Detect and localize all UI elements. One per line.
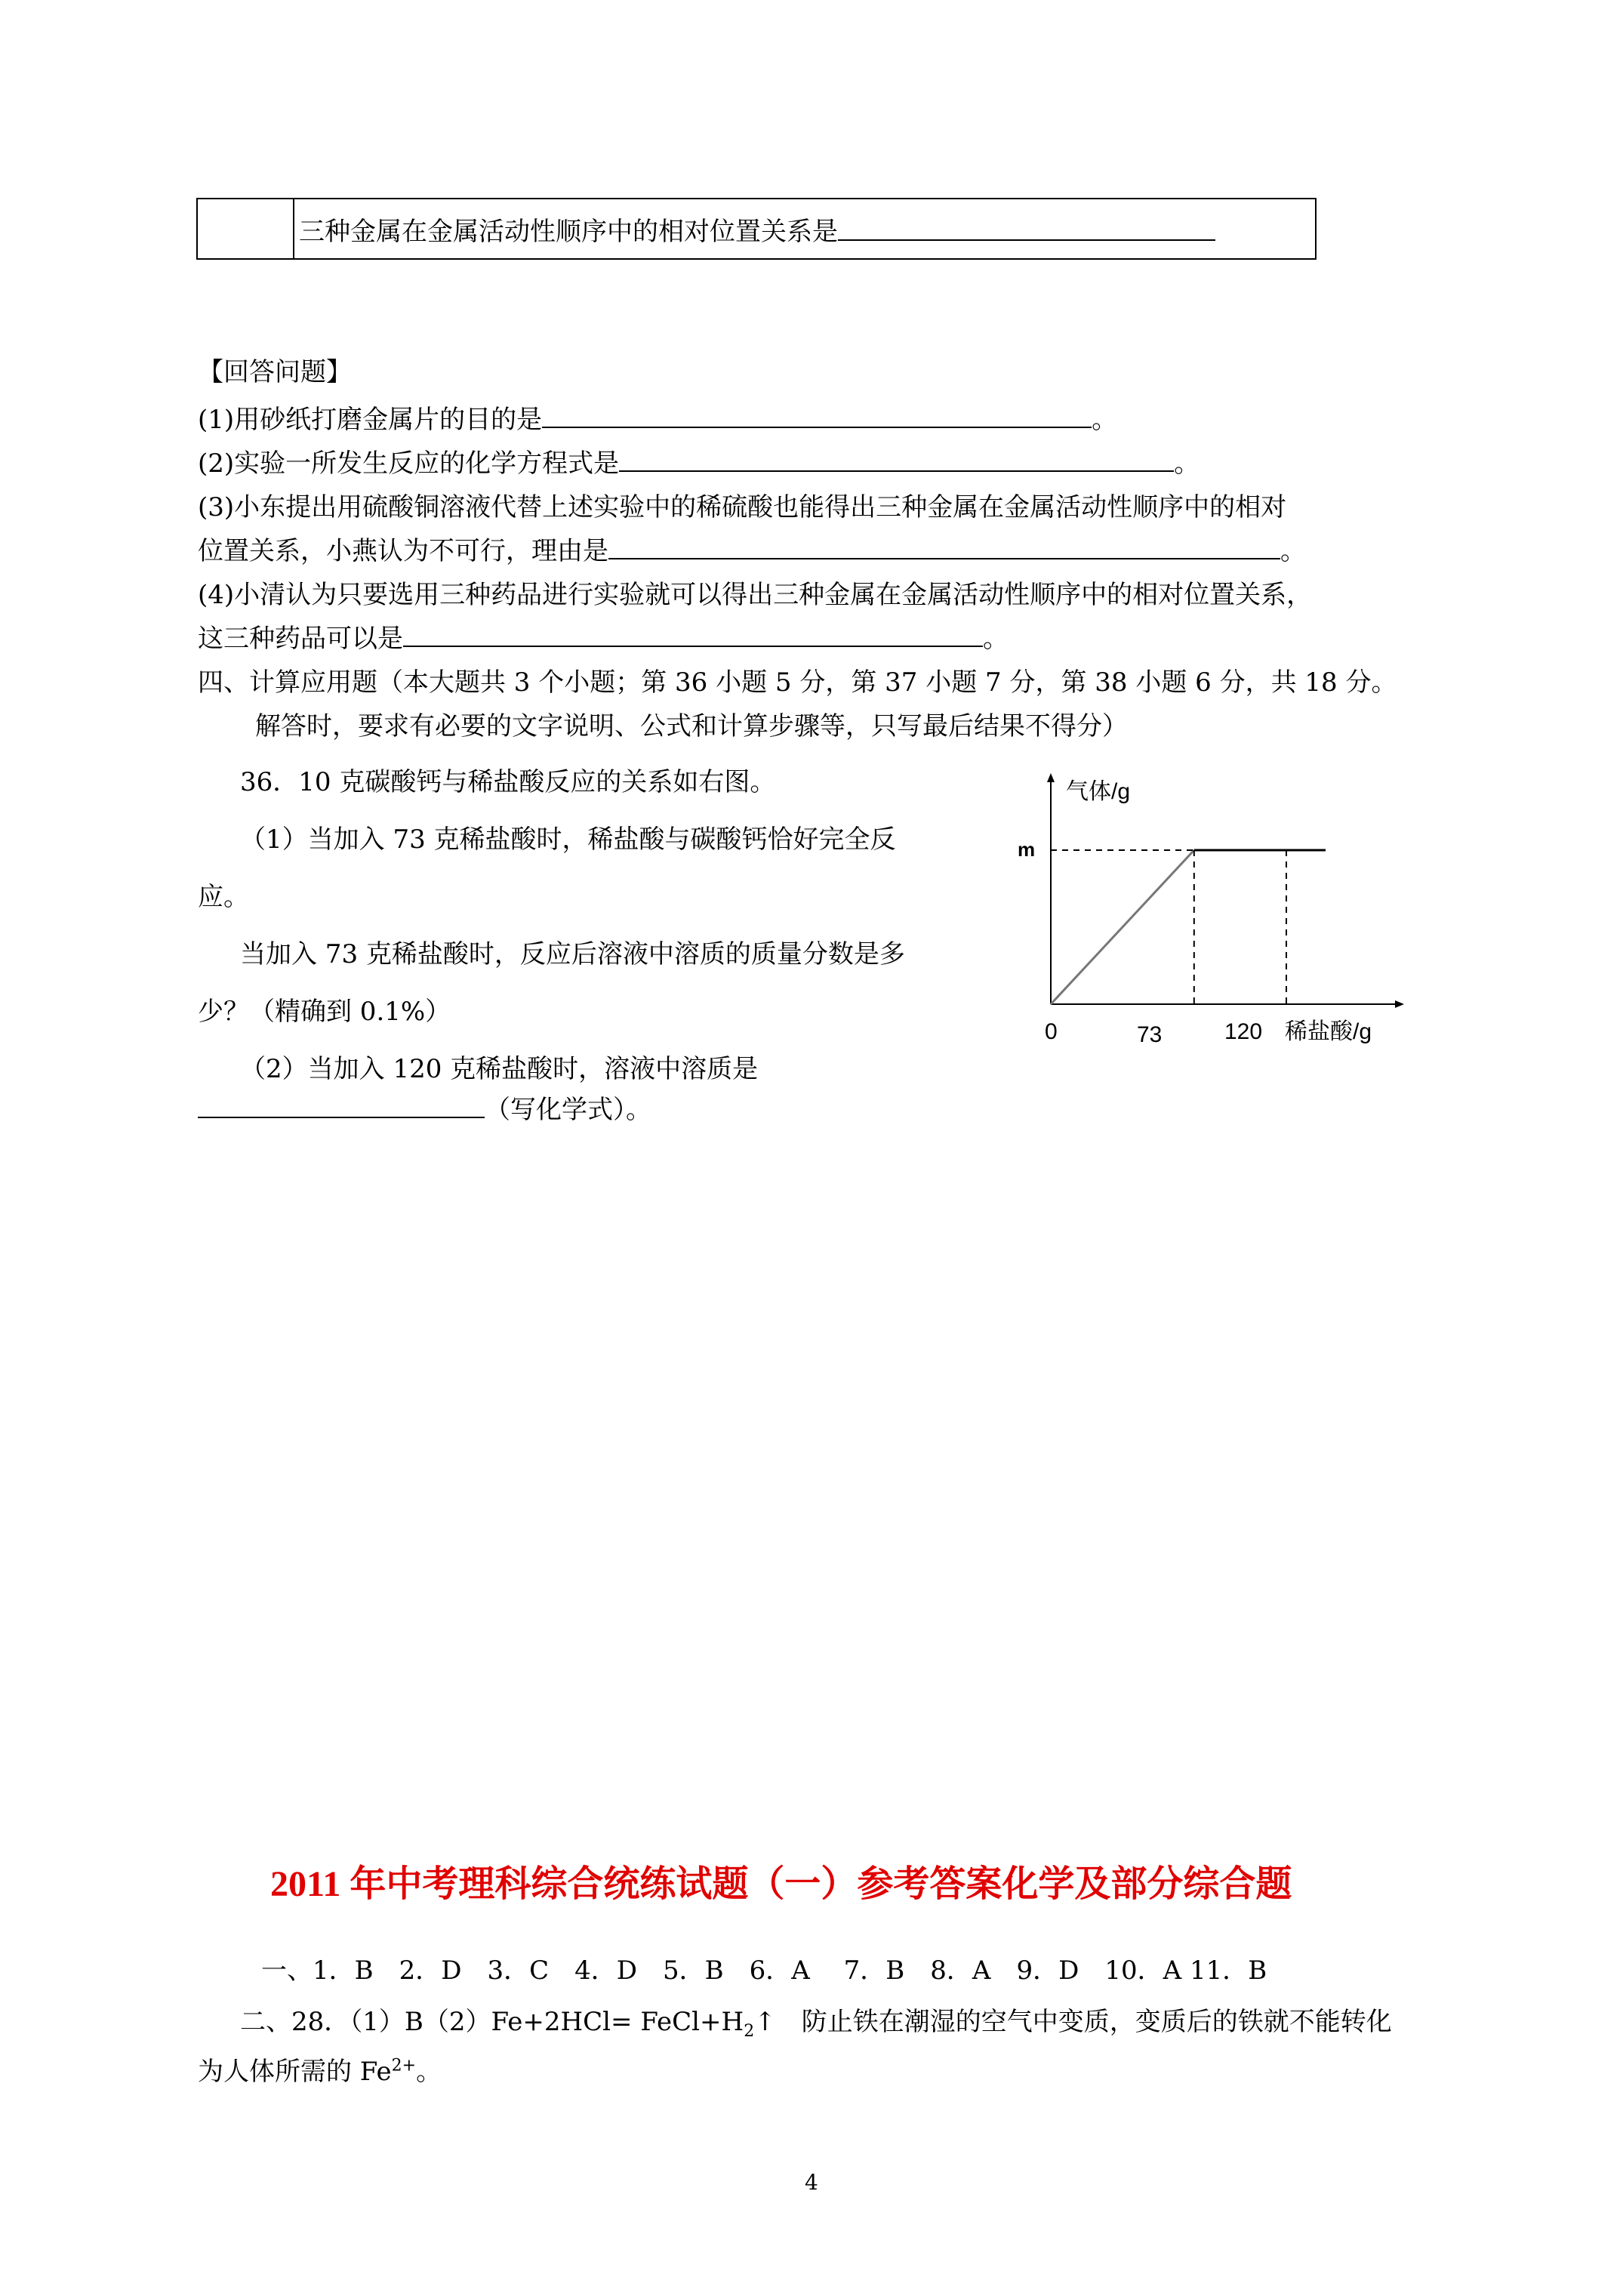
question-1-text: (1)用砂纸打磨金属片的目的是 bbox=[198, 405, 543, 435]
x-tick-label-73: 73 bbox=[1137, 1022, 1163, 1047]
question-4-text: 这三种药品可以是 bbox=[198, 624, 403, 654]
x-tick-label-120: 120 bbox=[1224, 1019, 1263, 1044]
answer-blank[interactable] bbox=[838, 217, 1215, 241]
answer-key-line-3-sup: 2+ bbox=[391, 2056, 417, 2076]
question-3-text: 位置关系，小燕认为不可行，理由是 bbox=[198, 536, 608, 566]
q36-part2-end: （写化学式）。 bbox=[485, 1095, 651, 1125]
answer-key-line-2-sub: 2 bbox=[744, 2021, 755, 2041]
section-4-instructions: 解答时，要求有必要的文字说明、公式和计算步骤等，只写最后结果不得分） bbox=[255, 711, 1128, 741]
q36-stem: 36．10 克碳酸钙与稀盐酸反应的关系如右图。 bbox=[240, 767, 776, 797]
table-text-cell bbox=[294, 199, 1315, 258]
section-4-header: 四、计算应用题（本大题共 3 个小题；第 36 小题 5 分，第 37 小题 7 分，第 38 小题 6 分，共 18 分。 bbox=[198, 667, 1397, 698]
answer-key-line-2 bbox=[240, 2001, 1392, 2041]
q36-part1-line2: 应。 bbox=[198, 882, 249, 912]
question-3-blank[interactable] bbox=[608, 535, 1280, 559]
q36-part2-line1: （2）当加入 120 克稀盐酸时，溶液中溶质是 bbox=[240, 1054, 759, 1084]
question-4-line-2 bbox=[198, 618, 1009, 655]
y-axis-label: 气体/g bbox=[1066, 779, 1131, 804]
answer-key-line-3-pre: 为人体所需的 Fe bbox=[198, 2057, 392, 2087]
question-1-blank[interactable] bbox=[542, 404, 1092, 428]
question-2-blank[interactable] bbox=[619, 448, 1174, 472]
table-row-text: 三种金属在金属活动性顺序中的相对位置关系是 bbox=[299, 216, 838, 247]
answer-table-row bbox=[196, 198, 1317, 260]
question-1-end: 。 bbox=[1092, 405, 1118, 435]
question-1 bbox=[198, 399, 1117, 436]
question-3-line-1: (3)小东提出用硫酸铜溶液代替上述实验中的稀硫酸也能得出三种金属在金属活动性顺序中的相对 bbox=[198, 492, 1287, 522]
answer-key-line-3-post: 。 bbox=[416, 2057, 442, 2087]
question-4-end: 。 bbox=[983, 624, 1009, 654]
gas-vs-acid-chart bbox=[1004, 763, 1427, 1065]
question-2-end: 。 bbox=[1174, 448, 1200, 479]
x-tick-label-0: 0 bbox=[1045, 1019, 1058, 1044]
table-empty-cell bbox=[198, 199, 294, 258]
answer-key-line-2-post: ↑ 防止铁在潮湿的空气中变质，变质后的铁就不能转化 bbox=[754, 2007, 1392, 2037]
answer-key-title: 2011 年中考理科综合统练试题（一）参考答案化学及部分综合题 bbox=[270, 1864, 1292, 1904]
question-3-end: 。 bbox=[1280, 536, 1306, 566]
y-tick-label: m bbox=[1018, 838, 1036, 861]
answer-key-line-1: 一、1．B 2．D 3．C 4．D 5．B 6．A 7．B 8．A 9．D 10．A 11．B bbox=[261, 1955, 1267, 1986]
x-axis-label: 稀盐酸/g bbox=[1285, 1019, 1372, 1044]
question-2 bbox=[198, 442, 1200, 479]
q36-question-line2: 少？（精确到 0.1%） bbox=[198, 997, 451, 1027]
q36-part1-line1: （1）当加入 73 克稀盐酸时，稀盐酸与碳酸钙恰好完全反 bbox=[240, 824, 896, 855]
page-number: 4 bbox=[805, 2170, 818, 2195]
question-4-blank[interactable] bbox=[403, 623, 983, 647]
question-4-line-1: (4)小清认为只要选用三种药品进行实验就可以得出三种金属在金属活动性顺序中的相对位置关系， bbox=[198, 580, 1313, 610]
q36-part2-line2 bbox=[198, 1089, 651, 1126]
answer-key-line-2-pre: 二、28．（1）B（2）Fe+2HCl= FeCl+H bbox=[240, 2007, 744, 2037]
question-2-text: (2)实验一所发生反应的化学方程式是 bbox=[198, 448, 620, 479]
series-line-rise bbox=[1051, 850, 1194, 1004]
q36-solute-blank[interactable] bbox=[198, 1094, 485, 1118]
answer-key-line-3 bbox=[198, 2051, 442, 2088]
answer-heading: 【回答问题】 bbox=[198, 357, 352, 387]
q36-question-line1: 当加入 73 克稀盐酸时，反应后溶液中溶质的质量分数是多 bbox=[240, 939, 905, 969]
question-3-line-2 bbox=[198, 530, 1306, 567]
